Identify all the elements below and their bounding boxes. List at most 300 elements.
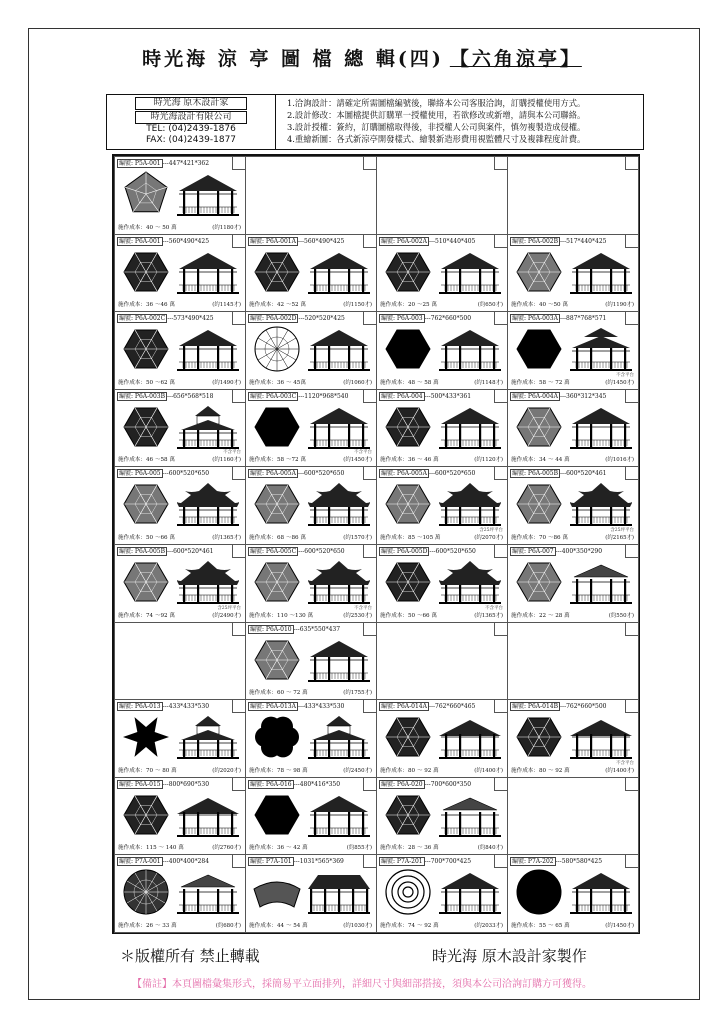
item-code-label: 編號: P6A-016: [250, 780, 292, 788]
item-code: [510, 236, 606, 245]
pavilion-item: [376, 234, 508, 313]
company-fax: FAX: (04)2439-1877: [145, 135, 237, 145]
item-note: 不含平台: [485, 605, 503, 611]
item-code: [510, 701, 606, 710]
item-code: [248, 624, 340, 633]
elevation-drawing: [177, 714, 239, 760]
item-dimensions: ---1120*968*540: [298, 392, 349, 400]
item-note: 不含平台: [616, 760, 634, 766]
item-size: (約680才): [215, 922, 241, 929]
note-line: 2.設計修改：本圖檔提供訂購單一授權使用，若欲修改或新增，請與本公司聯絡。: [287, 110, 586, 120]
corner-tab: [363, 700, 376, 713]
corner-tab: [625, 157, 638, 170]
item-dimensions: ---762*660*465: [428, 703, 476, 711]
copyright-notice: ＊版權所有 禁止轉載: [120, 947, 260, 965]
empty-cell: [114, 622, 246, 701]
empty-cell: [245, 156, 377, 235]
item-code-label: 編號: P6A-013A: [250, 703, 296, 711]
corner-tab: [363, 467, 376, 480]
corner-tab: [625, 855, 638, 868]
item-cost: 施作成本：20 ～25 萬: [380, 302, 437, 309]
corner-tab: [625, 545, 638, 558]
item-code: [248, 546, 345, 555]
pavilion-item: [114, 156, 246, 235]
plan-view-drawing: [121, 247, 171, 297]
item-code-label: 編號: P6A-005B: [512, 470, 559, 478]
pavilion-item: [376, 854, 508, 933]
elevation-drawing: [308, 792, 370, 838]
item-dimensions: ---573*490*425: [167, 315, 214, 323]
item-dimensions: ---656*568*518: [167, 392, 214, 400]
pavilion-item: [507, 854, 639, 933]
plan-view-drawing: [252, 479, 302, 529]
item-cost: 施作成本：78 ～ 98 萬: [249, 767, 308, 774]
corner-tab: [363, 312, 376, 325]
producer-credit: 時光海 原木設計家製作: [432, 947, 587, 965]
note-line: 3.設計授權：簽約，訂購圖檔取得後，非授權人公司與案件，慎勿複製造成侵權。: [287, 122, 586, 132]
item-dimensions: ---520*520*425: [298, 315, 345, 323]
item-code: [379, 779, 471, 788]
corner-tab: [494, 545, 507, 558]
item-code-label: 編號: P6A-005A: [250, 470, 296, 478]
plan-view-drawing: [121, 402, 171, 452]
elevation-drawing: [308, 559, 370, 605]
plan-view-drawing: [252, 712, 302, 762]
corner-tab: [363, 235, 376, 248]
elevation-drawing: [439, 792, 501, 838]
corner-tab: [625, 312, 638, 325]
corner-tab: [494, 157, 507, 170]
pavilion-item: [507, 544, 639, 623]
item-dimensions: ---1031*565*369: [293, 858, 344, 866]
corner-tab: [232, 312, 245, 325]
item-code-label: 編號: P6A-003: [381, 315, 423, 323]
corner-tab: [232, 467, 245, 480]
plan-view-drawing: [514, 557, 564, 607]
item-size: (約1150才): [343, 302, 372, 309]
pavilion-item: [245, 311, 377, 390]
item-dimensions: ---510*440*405: [428, 237, 476, 245]
item-code: [248, 779, 340, 788]
corner-tab: [625, 235, 638, 248]
plan-view-drawing: [383, 867, 433, 917]
plan-view-drawing: [383, 557, 433, 607]
item-dimensions: ---447*421*362: [162, 160, 210, 167]
pavilion-item: [507, 389, 639, 468]
elevation-drawing: [570, 714, 632, 760]
item-cost: 施作成本：36 ～46 萬: [118, 302, 175, 309]
item-size: (約1180才): [212, 224, 241, 231]
item-dimensions: ---580*580*425: [555, 858, 603, 866]
pavilion-item: [114, 777, 246, 856]
item-dimensions: ---762*660*500: [560, 703, 607, 711]
item-dimensions: ---433*433*530: [297, 703, 345, 711]
item-code-label: 編號: P6A-001A: [250, 237, 296, 245]
item-size: (約1400才): [474, 767, 503, 774]
corner-tab: [625, 700, 638, 713]
item-cost: 施作成本：68 ～86 萬: [249, 534, 306, 541]
corner-tab: [494, 235, 507, 248]
item-cost: 施作成本：36 ～ 42 萬: [249, 845, 308, 852]
item-cost: 施作成本：58 ～72 萬: [249, 457, 306, 464]
item-code: [379, 468, 475, 477]
pavilion-item: [376, 389, 508, 468]
plan-view-drawing: [514, 402, 564, 452]
item-size: (約550才): [608, 612, 634, 619]
corner-tab: [232, 855, 245, 868]
elevation-drawing: [439, 249, 501, 295]
item-code: [117, 779, 209, 788]
plan-view-drawing: [252, 557, 302, 607]
item-cost: 施作成本：58 ～ 72 萬: [511, 379, 570, 386]
item-code-label: 編號: P6A-010: [250, 625, 292, 633]
elevation-drawing: [570, 559, 632, 605]
corner-tab: [625, 778, 638, 791]
corner-tab: [232, 778, 245, 791]
pavilion-item: [376, 699, 508, 778]
pavilion-item: [376, 777, 508, 856]
item-size: (約1450才): [605, 922, 634, 929]
item-size: (約2033才): [474, 922, 503, 929]
item-code: [379, 856, 471, 865]
elevation-drawing: [177, 792, 239, 838]
item-code: [510, 546, 602, 555]
item-code-label: 編號: P6A-005D: [381, 548, 428, 555]
elevation-drawing: [308, 326, 370, 372]
item-code-label: 編號: P6A-015: [119, 780, 161, 788]
item-size: (約1145才): [212, 302, 241, 309]
item-cost: 施作成本：85 ～105 萬: [380, 534, 441, 541]
elevation-drawing: [177, 326, 239, 372]
item-size: (約1190才): [605, 302, 634, 309]
item-code-label: 編號: P7A-201: [381, 858, 423, 866]
item-code: [248, 856, 344, 865]
item-dimensions: ---887*768*571: [559, 315, 607, 323]
plan-view-drawing: [252, 635, 302, 685]
item-size: (約2165才): [605, 534, 634, 541]
item-size: (約650才): [477, 302, 503, 309]
item-code: [117, 468, 209, 477]
item-dimensions: ---560*490*425: [297, 237, 345, 245]
item-note: 含25坪平台: [217, 605, 241, 611]
empty-cell: [376, 622, 508, 701]
pavilion-item: [245, 622, 377, 701]
item-cost: 施作成本：50 ～62 萬: [118, 379, 175, 386]
plan-view-drawing: [252, 402, 302, 452]
empty-cell: [507, 777, 639, 856]
item-code-label: 編號: P7A-101: [250, 858, 292, 866]
item-size: (約1016才): [605, 457, 634, 464]
item-cost: 施作成本：110 ～130 萬: [249, 612, 314, 619]
item-dimensions: ---600*520*461: [560, 470, 607, 478]
item-cost: 施作成本：48 ～ 58 萬: [380, 379, 439, 386]
pavilion-item: [114, 854, 246, 933]
item-code: [117, 856, 209, 865]
plan-view-drawing: [121, 557, 171, 607]
item-code-label: 編號: P6A-001: [119, 237, 161, 245]
item-cost: 施作成本：40 ～50 萬: [511, 302, 568, 309]
item-cost: 施作成本：70 ～86 萬: [511, 534, 568, 541]
item-cost: 施作成本：22 ～ 28 萬: [511, 612, 570, 619]
item-cost: 施作成本：40 ～ 50 萬: [118, 224, 177, 231]
item-note: 含25坪平台: [610, 527, 634, 533]
pavilion-item: [114, 311, 246, 390]
plan-view-drawing: [121, 790, 171, 840]
item-size: (約1060才): [343, 379, 372, 386]
item-code-label: 編號: P6A-002D: [250, 315, 297, 323]
item-code-label: 編號: P7A-001: [119, 858, 161, 866]
corner-tab: [494, 778, 507, 791]
pavilion-item: [507, 466, 639, 545]
item-size: (約855才): [346, 845, 372, 852]
item-size: (約1160才): [212, 457, 241, 464]
item-code-label: 編號: P6A-007: [512, 548, 554, 555]
corner-tab: [625, 467, 638, 480]
item-code-label: 編號: P6A-014A: [381, 703, 427, 711]
item-code-label: 編號: P6A-002A: [381, 237, 427, 245]
corner-tab: [494, 312, 507, 325]
pavilion-item: [245, 234, 377, 313]
item-dimensions: ---400*350*290: [555, 548, 603, 555]
plan-view-drawing: [252, 247, 302, 297]
elevation-drawing: [308, 481, 370, 527]
item-code: [117, 701, 209, 710]
corner-tab: [232, 390, 245, 403]
elevation-drawing: [570, 326, 632, 372]
corner-tab: [232, 623, 245, 636]
item-code-label: 編號: P6A-005C: [250, 548, 297, 555]
item-dimensions: ---600*520*650: [429, 548, 476, 555]
item-cost: 施作成本：80 ～ 92 萬: [511, 767, 570, 774]
pavilion-item: [376, 544, 508, 623]
remark-note: 【備註】本頁圖檔彙集形式，採簡易平立面排列，詳細尺寸與細部搭接，須與本公司洽詢訂購方可獲得。: [132, 979, 592, 990]
item-code-label: 編號: P6A-005: [119, 470, 161, 478]
corner-tab: [494, 623, 507, 636]
item-dimensions: ---700*600*350: [424, 780, 472, 788]
plan-view-drawing: [121, 324, 171, 374]
item-cost: 施作成本：46 ～58 萬: [118, 457, 175, 464]
note-line: 1.洽詢設計：請確定所需圖檔編號後，聯絡本公司客服洽詢，訂購授權使用方式。: [287, 98, 586, 108]
item-dimensions: ---517*440*425: [560, 237, 607, 245]
pavilion-item: [245, 777, 377, 856]
elevation-drawing: [177, 171, 239, 217]
item-code-label: 編號: P6A-013: [119, 703, 161, 711]
item-code: [510, 856, 602, 865]
item-code: [248, 468, 344, 477]
pavilion-item: [245, 466, 377, 545]
plan-view-drawing: [514, 247, 564, 297]
item-note: 不含平台: [354, 605, 372, 611]
company-tel: TEL: (04)2439-1876: [146, 124, 236, 134]
elevation-drawing: [439, 481, 501, 527]
item-size: (約2530才): [343, 612, 372, 619]
elevation-drawing: [308, 637, 370, 683]
item-dimensions: ---800*690*530: [162, 780, 210, 788]
item-code: [117, 546, 213, 555]
pavilion-item: [114, 544, 246, 623]
corner-tab: [363, 545, 376, 558]
item-cost: 施作成本：44 ～ 54 萬: [249, 922, 308, 929]
item-size: (約1450才): [343, 457, 372, 464]
item-cost: 施作成本：28 ～ 36 萬: [380, 845, 439, 852]
item-cost: 施作成本：74 ～92 萬: [118, 612, 175, 619]
corner-tab: [625, 623, 638, 636]
elevation-drawing: [570, 404, 632, 450]
elevation-drawing: [177, 869, 239, 915]
plan-view-drawing: [121, 479, 171, 529]
plan-view-drawing: [121, 712, 171, 762]
pavilion-item: [507, 699, 639, 778]
pavilion-item: [114, 699, 246, 778]
pavilion-item: [114, 466, 246, 545]
plan-view-drawing: [252, 867, 302, 917]
pavilion-item: [245, 854, 377, 933]
item-size: (約2760才): [212, 845, 241, 852]
item-code-label: 編號: P7A-202: [512, 858, 554, 866]
plan-view-drawing: [383, 247, 433, 297]
elevation-drawing: [308, 714, 370, 760]
elevation-drawing: [439, 404, 501, 450]
item-dimensions: ---360*312*345: [559, 392, 607, 400]
corner-tab: [494, 700, 507, 713]
item-code: [379, 236, 475, 245]
item-code-label: 編號: P6A-004: [381, 392, 423, 400]
item-code-label: 編號: P5A-001: [119, 160, 161, 167]
item-size: (約1120才): [474, 457, 503, 464]
corner-tab: [232, 157, 245, 170]
pavilion-item: [245, 699, 377, 778]
item-dimensions: ---635*550*437: [293, 625, 341, 633]
plan-view-drawing: [514, 867, 564, 917]
item-code-label: 編號: P6A-014B: [512, 703, 559, 711]
corner-tab: [494, 855, 507, 868]
item-dimensions: ---762*660*500: [424, 315, 472, 323]
item-cost: 施作成本：70 ～ 80 萬: [118, 767, 177, 774]
corner-tab: [232, 235, 245, 248]
item-code-label: 編號: P6A-002C: [119, 315, 166, 323]
item-dimensions: ---600*520*650: [162, 470, 210, 478]
item-code: [248, 701, 344, 710]
item-code: [248, 391, 348, 400]
item-code: [379, 313, 471, 322]
item-dimensions: ---480*416*350: [293, 780, 341, 788]
item-dimensions: ---600*520*461: [167, 548, 214, 555]
item-code: [117, 391, 213, 400]
item-code: [117, 236, 209, 245]
note-line: 4.重繪新圖：各式新涼亭開發樣式、繪製新造形費用視監體尺寸及複雜程度計費。: [287, 134, 586, 144]
corner-tab: [363, 855, 376, 868]
item-code: [117, 158, 209, 167]
corner-tab: [363, 157, 376, 170]
title-main: 時光海 涼 亭 圖 檔 總 輯(四): [142, 48, 444, 70]
corner-tab: [232, 700, 245, 713]
page-title: [0, 44, 724, 71]
company-info: [107, 95, 276, 149]
elevation-drawing: [177, 404, 239, 450]
corner-tab: [232, 545, 245, 558]
plan-view-drawing: [383, 402, 433, 452]
elevation-drawing: [308, 404, 370, 450]
pavilion-item: [245, 544, 377, 623]
empty-cell: [376, 156, 508, 235]
plan-view-drawing: [383, 479, 433, 529]
elevation-drawing: [439, 326, 501, 372]
item-size: (約1400才): [605, 767, 634, 774]
item-cost: 施作成本：36 ～ 45萬: [249, 379, 306, 386]
item-code: [248, 313, 345, 322]
elevation-drawing: [570, 869, 632, 915]
plan-view-drawing: [514, 479, 564, 529]
item-dimensions: ---433*433*530: [162, 703, 210, 711]
item-size: (約2490才): [212, 612, 241, 619]
catalog-grid: [112, 154, 640, 934]
item-code-label: 編號: P6A-005A: [381, 470, 427, 478]
elevation-drawing: [439, 714, 501, 760]
item-dimensions: ---600*520*650: [428, 470, 476, 478]
item-code: [510, 468, 606, 477]
plan-view-drawing: [252, 790, 302, 840]
item-cost: 施作成本：115 ～ 140 萬: [118, 845, 184, 852]
item-note: 不含平台: [223, 450, 241, 456]
pavilion-item: [114, 389, 246, 468]
item-dimensions: ---500*433*361: [424, 392, 472, 400]
elevation-drawing: [177, 481, 239, 527]
corner-tab: [363, 623, 376, 636]
item-cost: 施作成本：36 ～ 46 萬: [380, 457, 439, 464]
item-code: [379, 546, 476, 555]
item-cost: 施作成本：50 ～66 萬: [118, 534, 175, 541]
item-code-label: 編號: P6A-004A: [512, 392, 558, 400]
plan-view-drawing: [383, 324, 433, 374]
item-size: (約1365才): [212, 534, 241, 541]
item-dimensions: ---400*400*284: [162, 858, 210, 866]
item-cost: 施作成本：50 ～66 萬: [380, 612, 437, 619]
item-dimensions: ---600*520*650: [297, 470, 345, 478]
item-size: (約1030才): [343, 922, 372, 929]
elevation-drawing: [177, 249, 239, 295]
item-note: 不含平台: [354, 450, 372, 456]
plan-view-drawing: [514, 712, 564, 762]
item-size: (約1450才): [605, 379, 634, 386]
item-cost: 施作成本：42 ～52 萬: [249, 302, 306, 309]
plan-view-drawing: [121, 867, 171, 917]
item-code: [379, 701, 475, 710]
item-code: [510, 391, 606, 400]
item-size: (約840才): [477, 845, 503, 852]
plan-view-drawing: [252, 324, 302, 374]
item-dimensions: ---600*520*650: [298, 548, 345, 555]
pavilion-item: [376, 466, 508, 545]
item-note: 含25坪平台: [479, 527, 503, 533]
item-code-label: 編號: P6A-003C: [250, 392, 297, 400]
elevation-drawing: [308, 869, 370, 915]
item-size: (約2020才): [212, 767, 241, 774]
elevation-drawing: [177, 559, 239, 605]
plan-view-drawing: [383, 790, 433, 840]
item-size: (約1570才): [343, 534, 372, 541]
item-code-label: 編號: P6A-003A: [512, 315, 558, 323]
item-code: [248, 236, 344, 245]
item-code: [379, 391, 471, 400]
item-dimensions: ---700*700*425: [424, 858, 472, 866]
item-code-label: 編號: P6A-002B: [512, 237, 559, 245]
item-size: (約1148才): [474, 379, 503, 386]
item-code: [510, 313, 606, 322]
item-note: 不含平台: [616, 372, 634, 378]
item-size: (約1365才): [474, 612, 503, 619]
plan-view-drawing: [383, 712, 433, 762]
item-dimensions: ---560*490*425: [162, 237, 210, 245]
